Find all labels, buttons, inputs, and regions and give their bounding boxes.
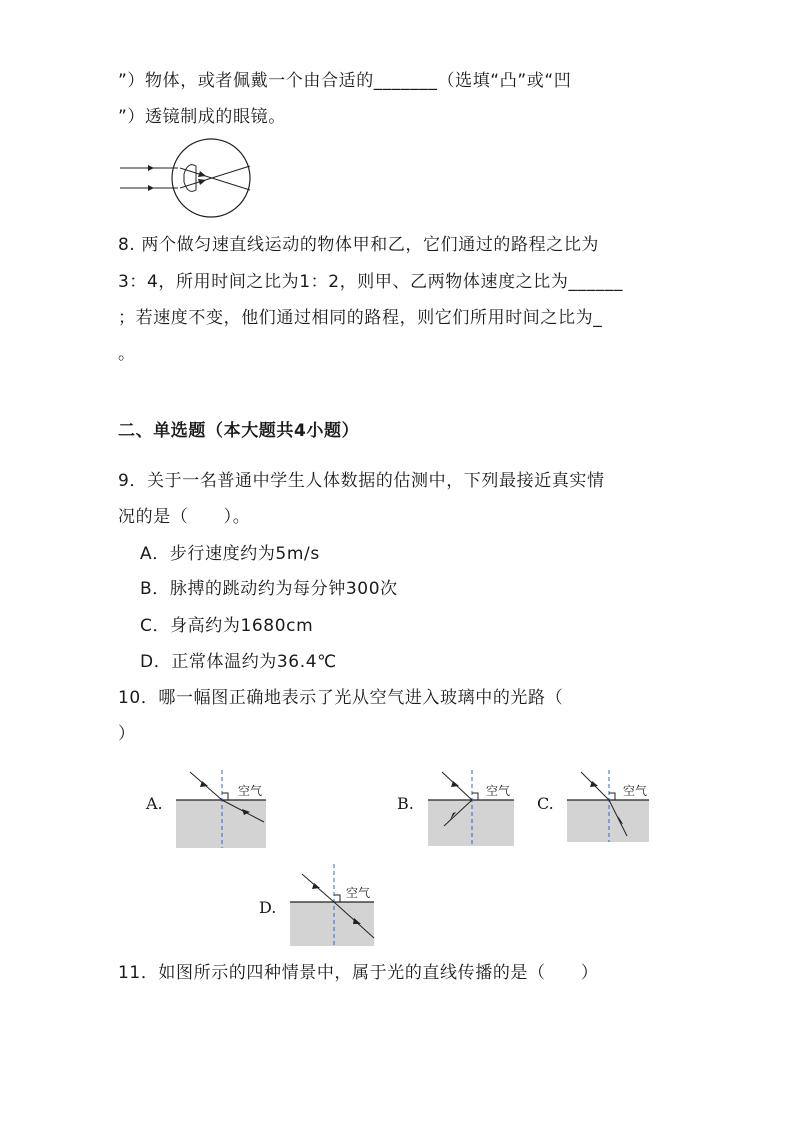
q9-option-c: C．身高约为1680cm: [140, 616, 314, 636]
section-title: 二、单选题（本大题共4小题）: [118, 421, 360, 441]
q9-line-1: 9．关于一名普通中学生人体数据的估测中，下列最接近真实情: [118, 471, 605, 491]
q10-line-1: 10．哪一幅图正确地表示了光从空气进入玻璃中的光路（: [118, 688, 564, 708]
q9-option-d: D．正常体温约为36.4℃: [140, 652, 337, 672]
q9-option-b: B．脉搏的跳动约为每分钟300次: [140, 579, 398, 599]
diagram-d-label: D.: [259, 898, 277, 917]
q8-line-4: 。: [118, 344, 136, 364]
q8-line-2: 3：4，所用时间之比为1：2，则甲、乙两物体速度之比为______: [118, 272, 624, 292]
diagram-c-air-label: 空气: [623, 784, 648, 798]
diagram-c-label: C.: [537, 794, 554, 813]
q9-line-2: 况的是（ ）。: [118, 507, 251, 527]
diagram-a-air-label: 空气: [238, 784, 263, 798]
q7-line-2: ”）透镜制成的眼镜。: [118, 107, 286, 127]
diagram-a: [176, 764, 276, 852]
diagram-d: [290, 862, 390, 952]
q8-line-1: 8. 两个做匀速直线运动的物体甲和乙，它们通过的路程之比为: [118, 235, 600, 255]
q9-option-a: A．步行速度约为5m/s: [140, 544, 320, 564]
diagram-b-air-label: 空气: [486, 784, 511, 798]
diagram-b-label: B.: [397, 794, 414, 813]
diagram-b: [428, 764, 528, 852]
q10-line-2: ）: [118, 724, 136, 744]
q11-line-1: 11．如图所示的四种情景中，属于光的直线传播的是（ ）: [118, 963, 599, 983]
q7-line-1: ”）物体，或者佩戴一个由合适的_______（选填“凸”或“凹: [118, 71, 572, 91]
q8-line-3: ；若速度不变，他们通过相同的路程，则它们所用时间之比为_: [118, 308, 603, 328]
diagram-a-label: A.: [146, 794, 163, 813]
diagram-d-air-label: 空气: [346, 886, 371, 900]
diagram-c: [567, 764, 667, 852]
eye-diagram: [118, 136, 258, 220]
